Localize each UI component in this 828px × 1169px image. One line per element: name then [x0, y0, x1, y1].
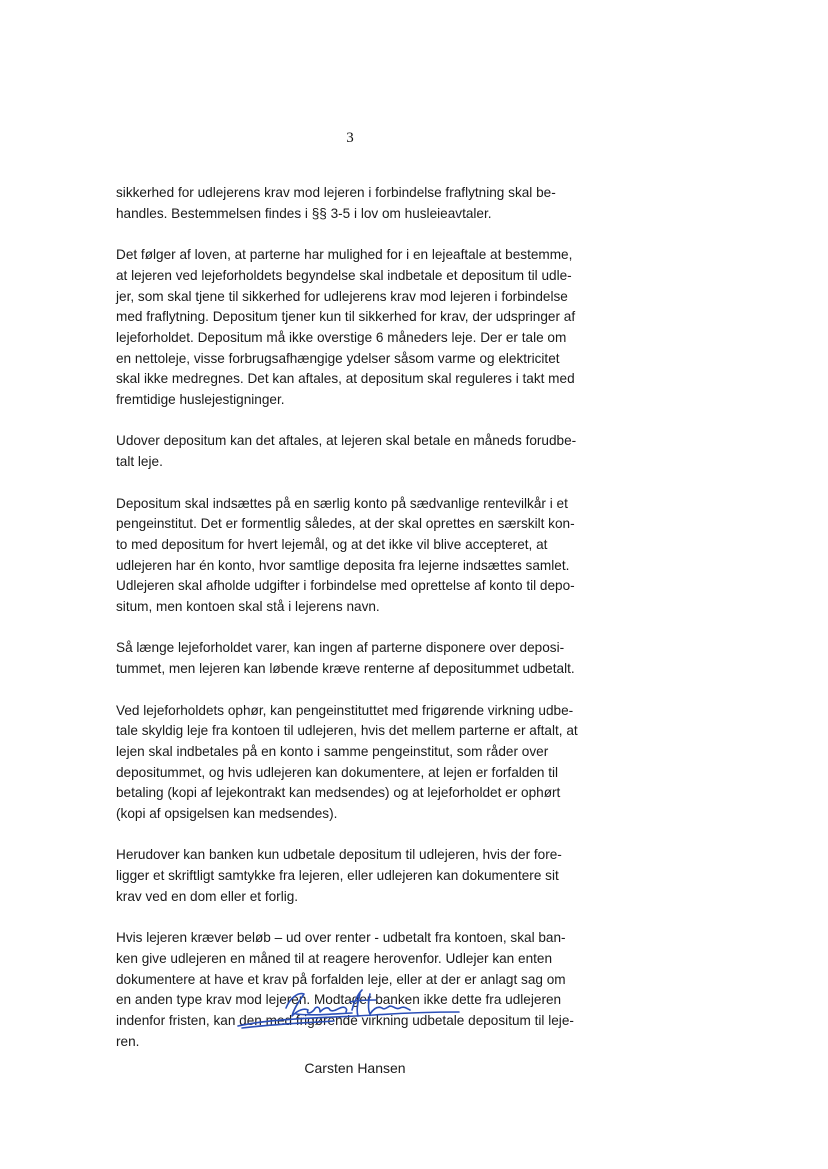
text-line: en nettoleje, visse forbrugsafhængige ydelser såsom varme og elektricitet — [116, 350, 560, 366]
text-line: lejeforholdet. Depositum må ikke overstige 6 måneders leje. Der er tale om — [116, 329, 567, 345]
paragraph-7 — [116, 845, 596, 907]
text-line: lejen skal indbetales på en konto i samme pengeinstitut, som råder over — [116, 743, 549, 759]
text-line: ren. — [116, 1033, 140, 1049]
signature-stroke — [296, 1013, 352, 1015]
handwritten-signature — [234, 988, 464, 1033]
text-line: med fraflytning. Depositum tjener kun til sikkerhed for krav, der udspringer af — [116, 309, 576, 325]
text-line: tummet, men lejeren kan løbende kræve renterne af depositummet udbetalt. — [116, 661, 575, 677]
signer-name: Carsten Hansen — [304, 1060, 406, 1076]
paragraph-2 — [116, 245, 596, 411]
text-line: indenfor fristen, kan den med frigørende virkning udbetale depositum til leje- — [116, 1013, 574, 1029]
text-line: Hvis lejeren kræver beløb – ud over renter - udbetalt fra kontoen, skal ban- — [116, 930, 566, 946]
text-line: ken give udlejeren en måned til at reagere herovenfor. Udlejer kan enten — [116, 950, 553, 966]
signature-stroke — [238, 1012, 459, 1026]
text-line: sikkerhed for udlejerens krav mod lejeren i forbindelse fraflytning skal be- — [116, 185, 556, 200]
document-body — [116, 183, 596, 1052]
paragraph-3 — [116, 431, 596, 472]
text-line: at lejeren ved lejeforholdets begyndelse skal indbetale et depositum til udle- — [116, 267, 572, 283]
signature-stroke — [286, 994, 347, 1016]
text-line: Udlejeren skal afholde udgifter i forbindelse med oprettelse af konto til depo- — [116, 578, 575, 594]
text-line: jer, som skal tjene til sikkerhed for udlejerens krav mod lejeren i forbindelse — [116, 288, 568, 304]
text-line: udlejeren har én konto, hvor samtlige deposita fra lejerne indsættes samlet. — [116, 557, 570, 573]
text-line: tale skyldig leje fra kontoen til udlejeren, hvis det mellem parterne er aftalt, at — [116, 723, 578, 739]
text-line: krav ved en dom eller et forlig. — [116, 888, 299, 904]
text-line: Ved lejeforholdets ophør, kan pengeinstituttet med frigørende virkning udbe- — [116, 702, 574, 718]
text-line: handles. Bestemmelsen findes i §§ 3-5 i lov om husleieavtaler. — [116, 205, 492, 221]
text-line: (kopi af opsigelsen kan medsendes). — [116, 806, 338, 822]
text-line: skal ikke medregnes. Det kan aftales, at depositum skal reguleres i takt med — [116, 371, 575, 387]
text-line: fremtidige huslejestigninger. — [116, 392, 285, 408]
text-line: ligger et skriftligt samtykke fra lejeren, eller udlejeren kan dokumentere sit — [116, 868, 559, 884]
page-number: 3 — [346, 130, 354, 146]
text-line: Det følger af loven, at parterne har mulighed for i en lejeaftale at bestemme, — [116, 247, 573, 263]
text-line: Herudover kan banken kun udbetale depositum til udlejeren, hvis der fore- — [116, 847, 562, 863]
text-line: pengeinstitut. Det er formentlig således, at der skal oprettes en særskilt kon- — [116, 516, 575, 532]
paragraph-6 — [116, 701, 596, 825]
paragraph-5 — [116, 638, 596, 679]
text-line: dokumentere at have et krav på forfalden leje, eller at der er anlagt sag om — [116, 971, 566, 987]
text-line: depositummet, og hvis udlejeren kan dokumentere, at lejen er forfalden til — [116, 764, 559, 780]
text-line: to med depositum for hvert lejemål, og at det ikke vil blive accepteret, at — [116, 536, 548, 552]
text-line: talt leje. — [116, 454, 163, 470]
text-line: betaling (kopi af lejekontrakt kan medsendes) og at lejeforholdet er ophørt — [116, 785, 561, 801]
paragraph-1 — [116, 183, 596, 224]
paragraph-4 — [116, 494, 596, 618]
text-line: Depositum skal indsættes på en særlig konto på sædvanlige rentevilkår i et — [116, 495, 568, 511]
signature-stroke — [350, 990, 410, 1016]
text-line: Så længe lejeforholdet varer, kan ingen af parterne disponere over deposi- — [116, 640, 565, 656]
text-line: situm, men kontoen skal stå i lejerens navn. — [116, 599, 380, 615]
text-line: en anden type krav mod lejeren. Modtager banken ikke dette fra udlejeren — [116, 992, 562, 1008]
text-line: Udover depositum kan det aftales, at lejeren skal betale en måneds forudbe- — [116, 433, 577, 449]
